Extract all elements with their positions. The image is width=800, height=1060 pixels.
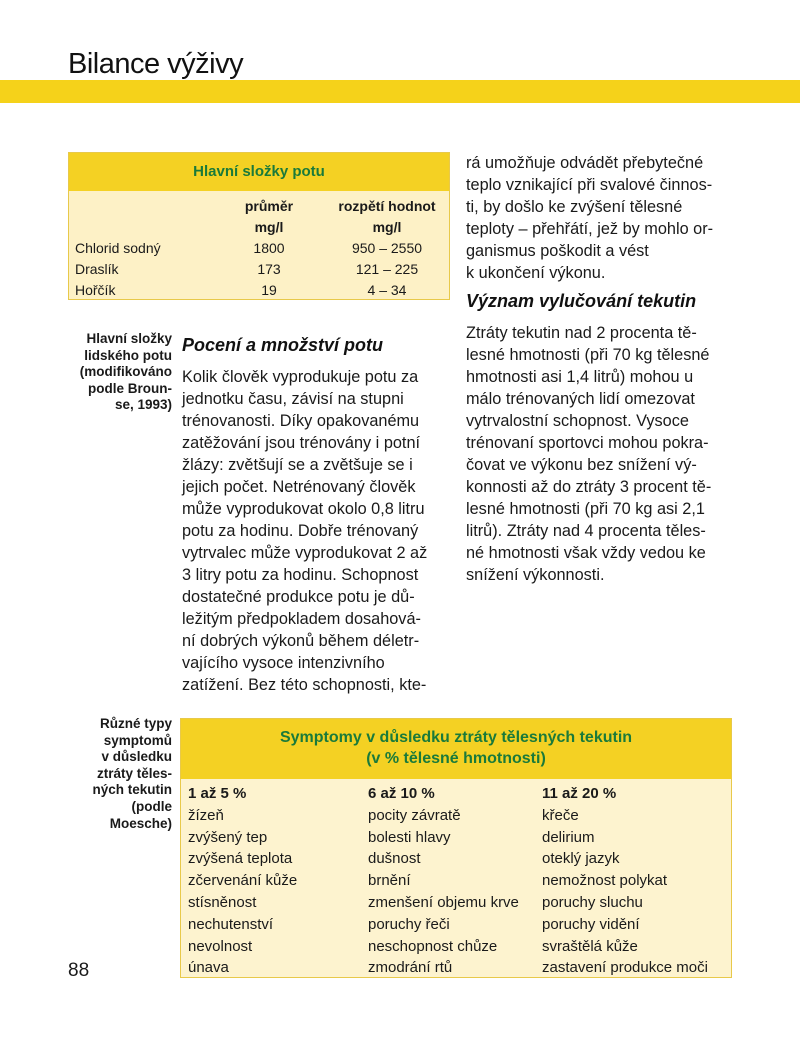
column-header: rozpětí hodnot: [338, 197, 436, 214]
list-item: nechutenství: [188, 915, 274, 933]
list-item: dušnost: [368, 850, 421, 868]
list-item: žízeň: [188, 806, 224, 824]
row-average: 173: [257, 260, 281, 277]
list-item: zastavení produkce moči: [542, 959, 708, 977]
column-header: 11 až 20 %: [542, 785, 617, 802]
list-item: oteklý jazyk: [542, 850, 620, 868]
row-name: Hořčík: [75, 281, 116, 298]
table-header-row: [69, 216, 449, 237]
row-name: Chlorid sodný: [75, 239, 161, 256]
list-item: delirium: [542, 828, 595, 846]
list-item: nevolnost: [188, 937, 253, 955]
table-row: [69, 279, 449, 300]
symptom-column: [368, 783, 519, 979]
symptoms-columns: [181, 779, 731, 977]
column-unit: mg/l: [254, 218, 284, 235]
column-header: 1 až 5 %: [188, 785, 247, 802]
column-header: 6 až 10 %: [368, 785, 435, 802]
row-name: Draslík: [75, 260, 119, 277]
sweat-table-title: Hlavní složky potu: [69, 153, 449, 191]
list-item: únava: [188, 959, 229, 977]
symptoms-table: [180, 718, 732, 978]
table-row: [69, 258, 449, 279]
list-item: neschopnost chůze: [368, 937, 498, 955]
sweat-table-grid: [69, 191, 449, 300]
list-item: křeče: [542, 806, 579, 824]
list-item: brnění: [368, 872, 411, 890]
list-item: poruchy řeči: [368, 915, 450, 933]
row-average: 19: [261, 281, 277, 298]
column-header: průměr: [244, 197, 294, 214]
list-item: zvýšený tep: [188, 828, 268, 846]
list-item: poruchy sluchu: [542, 893, 643, 911]
list-item: nemožnost polykat: [542, 872, 668, 890]
title-bar: [0, 80, 800, 103]
sweat-table-caption: Hlavní složky lidského potu (modifikováno podle Broun- se, 1993): [79, 331, 172, 413]
symptoms-table-caption: Různé typy symptomů v důsledku ztráty těles- ných tekutin (podle Moesche): [92, 716, 172, 831]
row-range: 121 – 225: [355, 260, 419, 277]
continuation-text: rá umožňuje odvádět přebytečné teplo vznikající při svalové činnos- ti, by došlo ke zvýšení tělesné teploty – přehřátí, jež by mohlo or- ganismus poškodit a vést k ukončení výkonu.: [466, 154, 714, 282]
row-average: 1800: [253, 239, 285, 256]
list-item: poruchy vidění: [542, 915, 640, 933]
list-item: zvýšená teplota: [188, 850, 293, 868]
symptom-column: [542, 783, 708, 979]
list-item: bolesti hlavy: [368, 828, 451, 846]
list-item: zmenšení objemu krve: [368, 893, 519, 911]
section-body-fluid-loss: Ztráty tekutin nad 2 procenta tě- lesné hmotnosti (při 70 kg tělesné hmotnosti asi 1,4 litrů) mohou u málo trénovaných lidí omezovat vytrvalostní schopnost. Vysoce trénovaní sportovci mohou pokra- čovat ve výkonu bez snížení vý- konnosti až do ztráty 3 procent tě- lesné hmotnosti (při 70 kg asi 2,1 litrů). Ztráty nad 4 procenta těles- né hmotnosti však vždy vedou ke snížení výkonnosti.: [466, 324, 712, 584]
page-title: Bilance výživy: [68, 48, 244, 80]
list-item: pocity závratě: [368, 806, 461, 824]
page-number: 88: [68, 960, 90, 981]
symptoms-table-title: Symptomy v důsledku ztráty tělesných tekutin (v % tělesné hmotnosti): [181, 719, 731, 779]
row-range: 950 – 2550: [351, 239, 423, 256]
section-heading-sweating: Pocení a množství potu: [182, 335, 384, 355]
symptom-column: [188, 783, 297, 979]
section-body-sweating: Kolik člověk vyprodukuje potu za jednotku času, závisí na stupni trénovanosti. Díky opakovanému zatěžování jsou trénovány i potní žlázy: zvětšují se a zvětšuje se i jejich počet. Netrénovaný člověk může vyprodukovat okolo 0,8 litru potu za hodinu. Dobře trénovaný vytrvalec může vyprodukovat 2 až 3 litry potu za hodinu. Schopnost dostatečné produkce potu je dů- ležitým předpokladem dosahová- ní dobrých výkonů během déletr- vajícího vysoce intenzivního zatížení. Bez této schopnosti, kte-: [182, 368, 428, 694]
list-item: zčervenání kůže: [188, 872, 298, 890]
list-item: stísněnost: [188, 893, 257, 911]
section-heading-fluid-loss: Význam vylučování tekutin: [466, 291, 697, 311]
sweat-components-table: [68, 152, 450, 300]
row-range: 4 – 34: [367, 281, 407, 298]
table-row: [69, 237, 449, 258]
list-item: zmodrání rtů: [368, 959, 453, 977]
table-header-row: [69, 191, 449, 216]
list-item: svraštělá kůže: [542, 937, 638, 955]
column-unit: mg/l: [372, 218, 402, 235]
